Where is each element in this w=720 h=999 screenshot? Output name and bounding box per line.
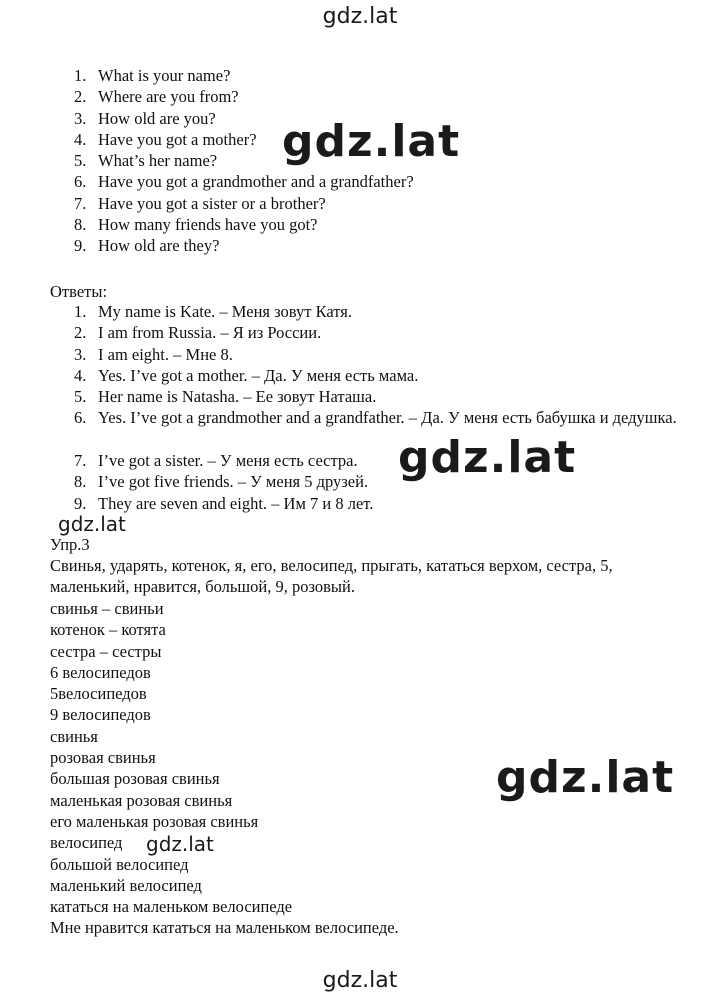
question-item	[50, 214, 414, 235]
exercise-lines	[50, 598, 399, 939]
item-text: Have you got a sister or a brother?	[98, 193, 326, 213]
answer-item	[50, 450, 698, 471]
exercise-title: Упр.3	[50, 535, 90, 554]
item-text: Have you got a grandmother and a grandfather?	[98, 172, 414, 192]
item-text: How old are you?	[98, 108, 216, 128]
item-text: Yes. I’ve got a grandmother and a grandfather. – Да. У меня есть бабушка и дедушка.	[98, 408, 677, 428]
item-number: 8.	[74, 215, 87, 235]
exercise-line: свинья	[50, 726, 98, 746]
exercise-line: маленький велосипед	[50, 875, 202, 895]
item-number: 2.	[74, 87, 87, 107]
exercise-line: велосипед	[50, 833, 123, 853]
exercise-line: розовая свинья	[50, 748, 156, 768]
question-item	[50, 235, 414, 256]
item-number: 7.	[74, 193, 87, 213]
item-text: How many friends have you got?	[98, 215, 318, 235]
item-number: 1.	[74, 302, 87, 321]
answer-item	[50, 386, 698, 407]
question-item	[50, 171, 414, 192]
answer-item	[50, 322, 698, 343]
watermark-top: gdz.lat	[322, 4, 398, 29]
exercise-line: 6 велосипедов	[50, 662, 151, 682]
exercise-line: котенок – котята	[50, 620, 166, 640]
item-number: 8.	[74, 472, 87, 492]
watermark-large: gdz.lat	[398, 432, 577, 483]
exercise-line: 9 велосипедов	[50, 705, 151, 725]
item-number: 5.	[74, 151, 87, 171]
item-text: My name is Kate. – Меня зовут Катя.	[98, 302, 353, 321]
answer-item	[50, 493, 698, 514]
question-item	[50, 65, 414, 86]
item-number: 4.	[74, 129, 87, 149]
watermark-small: gdz.lat	[58, 512, 126, 536]
question-item	[50, 86, 414, 107]
answer-item	[50, 365, 698, 386]
item-text: What is your name?	[98, 66, 231, 85]
watermark-large: gdz.lat	[282, 116, 461, 167]
item-text: Her name is Natasha. – Ее зовут Наташа.	[98, 387, 377, 407]
item-number: 5.	[74, 387, 87, 407]
item-text: I’ve got a sister. – У меня есть сестра.	[98, 451, 358, 471]
item-number: 1.	[74, 66, 87, 85]
item-text: Where are you from?	[98, 87, 239, 107]
answers-list	[50, 301, 698, 514]
item-number: 2.	[74, 323, 87, 343]
question-item	[50, 193, 414, 214]
exercise-line: 5велосипедов	[50, 684, 147, 704]
item-text: They are seven and eight. – Им 7 и 8 лет.	[98, 493, 374, 513]
exercise-line: большая розовая свинья	[50, 769, 220, 789]
answer-item	[50, 301, 698, 322]
exercise-line: маленькая розовая свинья	[50, 790, 233, 810]
watermark-large: gdz.lat	[496, 752, 675, 803]
item-number: 7.	[74, 451, 87, 471]
exercise-line: свинья – свиньи	[50, 599, 164, 618]
item-number: 9.	[74, 493, 87, 513]
item-text: I’ve got five friends. – У меня 5 друзей.	[98, 472, 369, 492]
item-number: 9.	[74, 236, 87, 256]
exercise-words: Свинья, ударять, котенок, я, его, велосипед, прыгать, кататься верхом, сестра, 5, маленький, нравится, большой, 9, розовый.	[50, 556, 613, 597]
answer-item	[50, 471, 698, 492]
watermark-small: gdz.lat	[146, 832, 214, 856]
item-number: 6.	[74, 172, 87, 192]
item-number: 4.	[74, 365, 87, 385]
item-text: Yes. I’ve got a mother. – Да. У меня есть мама.	[98, 365, 419, 385]
watermark-bottom: gdz.lat	[322, 968, 398, 993]
exercise-line: большой велосипед	[50, 854, 189, 874]
answer-item	[50, 344, 698, 365]
item-number: 3.	[74, 108, 87, 128]
answer-item	[50, 407, 698, 450]
item-text: How old are they?	[98, 236, 220, 256]
item-number: 3.	[74, 344, 87, 364]
item-text: I am from Russia. – Я из России.	[98, 323, 322, 343]
answers-label: Ответы:	[50, 282, 108, 301]
exercise-line: его маленькая розовая свинья	[50, 811, 259, 831]
exercise-line: сестра – сестры	[50, 641, 162, 661]
item-text: I am eight. – Мне 8.	[98, 344, 233, 364]
exercise-line: Мне нравится кататься на маленьком велосипеде.	[50, 918, 399, 938]
exercise-line: кататься на маленьком велосипеде	[50, 897, 293, 917]
item-text: What’s her name?	[98, 151, 218, 171]
item-number: 6.	[74, 408, 87, 428]
item-text: Have you got a mother?	[98, 129, 257, 149]
